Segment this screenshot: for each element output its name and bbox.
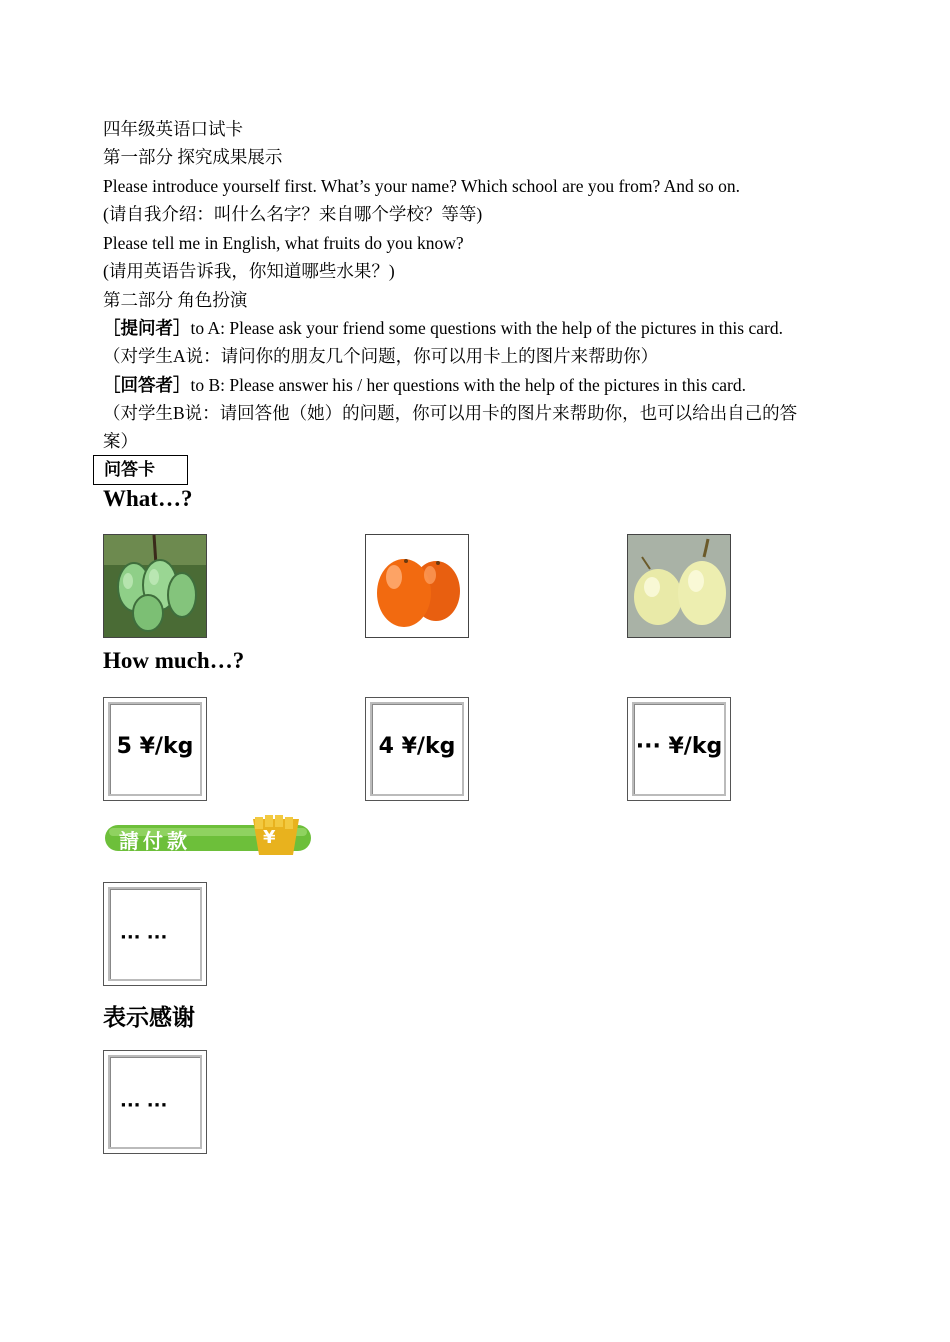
thanks-heading: 表示感谢 [103,1005,195,1031]
price-label: 5 ¥/kg [116,734,194,759]
what-heading: What…? [103,486,193,511]
pay-response-card [103,882,207,986]
part1-q1-en: Please introduce yourself first. What’s your name? Which school are you from? And so on. [103,176,740,196]
answerer-label: ［回答者］ [103,376,191,396]
price-card-3 [627,697,731,801]
pay-label: 請付款 [119,829,191,853]
part1-q1-cn: (请自我介绍：叫什么名字？来自哪个学校？等等) [103,204,483,224]
price-label: 4 ¥/kg [378,734,456,759]
part1-q2-en: Please tell me in English, what fruits do you know? [103,233,464,253]
yen-icon: ¥ [263,827,276,848]
mango-picture [103,534,207,638]
answerer-text: to B: Please answer his / her questions with the help of the pictures in this card. [190,375,747,395]
thanks-response-card [103,1050,207,1154]
price-card-1 [103,697,207,801]
how-much-heading: How much…? [103,648,245,673]
asker-instruction [103,316,783,341]
answerer-instruction [103,373,746,398]
mango-icon [104,535,206,637]
card-tag: 问答卡 [93,455,188,485]
asker-text: to A: Please ask your friend some questions with the help of the pictures in this card. [190,318,783,338]
answerer-cn-1: （对学生B说：请回答他（她）的问题，你可以用卡的图片来帮助你，也可以给出自己的答 [103,403,798,423]
response-placeholder: ··· ··· [120,927,168,948]
price-card-2 [365,697,469,801]
pear-picture [627,534,731,638]
pear-icon [628,535,730,637]
pay-banner [103,815,315,859]
part2-heading: 第二部分 角色扮演 [103,290,248,310]
orange-picture [365,534,469,638]
part1-heading: 第一部分 探究成果展示 [103,147,283,167]
answerer-cn-2: 案） [103,431,138,451]
price-label: ··· ¥/kg [635,734,723,759]
asker-label: ［提问者］ [103,319,191,339]
part1-q2-cn: (请用英语告诉我，你知道哪些水果？) [103,261,395,281]
page-title: 四年级英语口试卡 [103,119,243,139]
response-placeholder: ··· ··· [120,1095,168,1116]
orange-icon [366,535,468,637]
asker-cn: （对学生A说：请问你的朋友几个问题，你可以用卡上的图片来帮助你） [103,346,659,366]
